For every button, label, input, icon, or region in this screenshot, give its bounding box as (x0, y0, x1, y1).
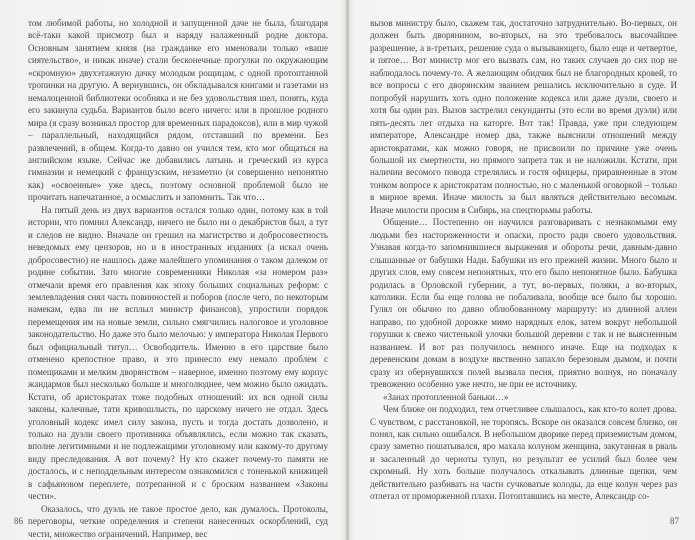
left-paragraph-1: том любимой работы, но холодной и запущенной даче не была, благодаря всё-таки какой присмотр был и наряду налаженный родне доктора. Основным занятием князя (на гражданке его именовали только «ваше сиятельство», и никак иначе) стали бесконечные прогулки по окружающим «скромную» двухэтажную дачку молодым рощицам, с одной протоптанной тропинки на другую. А вернувшись, он обкладывался книгами и газетами из немалоценной библиотеки особняка и не без удовольствия шел, понять, куда его закинула судьба. Вариантов было всего ничего: или в прошлое родного мира (я сразу возникал простор для временных парадоксов), или в мир чужой – параллельный, находящийся рядом, отставший по времени. Без развлечений, в общем. Когда-то давно он учился тем, кто мог общаться на английском языке. Сейчас же добавились латынь и греческий из курса гимназии и немецкий с французским, незаметно (и совершенно непонятно как) «освоенные» уже здесь, поэтому основной проблемой было не прочитать напечатанное, а осмыслить и запомнить. Так что… (28, 18, 328, 203)
song-line: «Занах протопленной баньки…» (383, 391, 509, 402)
page-number-right: 87 (670, 516, 679, 526)
right-page (348, 0, 695, 540)
page-number-left: 86 (14, 516, 23, 526)
left-paragraph-3: Оказалось, что дуэль не такое простое дело, как думалось. Протоколы, переговоры, четкие определения и степени нанесенных оскорблений, суд чести, множество ограничений. Например, вес (28, 503, 328, 539)
right-page-text (370, 17, 677, 503)
left-paragraph-2: На пятый день из двух вариантов остался только один, потому как в той истории, что помнил Александр, ничего не было ни о декабристов был, а тут и следов не видно. Вначале он грешил на магистрство и добросовестность неведомых ему цензоров, но и в иностранных изданиях (а искал очень добросовестно) не нашлось даже малейшего упоминания о таком далеком от родине событии. Зато многие современники Николая «за номером раз» отмечали время его правления как эпоху больших социальных реформ: с землевладения снял часть повинностей и поборов (после чего, по некоторым намекам, едва ли не всплыл министр финансов), упростили порядок перемещения им на новые земли, сильно смягчились налоговое и уголовное законодательство. Но даже это было мелочью: у императора Николая Первого был официальный титул… Освободитель. Именно в его царствие было отменено крепостное право, и это принесло ему немало проблем с помещиками и мелким дворянством – наверное, именно поэтому ему корпус жандармов был несколько больше и многолюднее, чем можно было ожидать. Кстати, об аристократах тоже подобных отношений: их вся одной силы законы, калечные, тати кривошлысть, по царскому ничего не отдал. Здесь уголовный кодекс имел силу закона, пусть и тогда достать дозволено, и только на дуэли своего противника объявлялись, если можно так сказать, вполне легитимными и не подлежащими уголовному или какому-то другому виду преследования. А вот почему? Ну кто скажет почему-то памяти не досталось, и с неподдельным интересом ознакомился с тоненькой книжицей в сафьяновом переплете, потрепанной и с броским названием «Законы чести». (28, 204, 328, 502)
right-paragraph-3: Чем ближе он подходил, тем отчетливее слышалось, как кто-то колет дрова. С чувством, с расстановкой, не торопясь. Вскоре он оказался совсем близко, он понял, как сильно ошибался. В небольшом дворике перед приземистым домом, сразу заметно пошатывался, яро махала колуном женщина, закутанная в рваль и засаленный до черноты тулуп, но результат ее усилий был более чем скромный. Ну хоть больше получалось откалывать длинные щепки, чем действительно разбивать на части сучковатые колоды, да еще колун через раз отлетал от проморженной плахи. Потоптавшись на месте, Александр со- (370, 404, 677, 502)
left-page (0, 0, 347, 540)
right-paragraph-2: Общение… Постепенно он научился разговаривать с незнакомыми ему людьми без настороженности и опаски, просто ради своего удовольствия. Узнавая когда-то запомнившиеся выражения и обороты речи, давным-давно слышанные от бабушки Нади. Бабушки из его прежней жизни. Много было и других слов, ему совсем непонятных, что его было непонятное было. Бабушка родилась в Орловской губернии, а тут, во-первых, поляки, а во-вторых, католики. Если бы еще голова не побаливала, вообще все было бы хорошо. Гулял он обычно по давно облюбованному маршруту: из длинной аллеи направо, по удобной дорожке мимо нарядных елок, затем вокруг небольшой горушки к свежо чистенькой улочки большой деревни с так и не выясненным названием. И вот раз получилось немного иначе. Еще на подходах к деревенским домам в воздухе явственно запахло березовым дымом, и почти сразу из обернувшихся полей вызвала песня, приятно волнуя, но поначалу тревоженно особенно уже нечто, не при ее источнику. (370, 217, 677, 390)
right-paragraph-1: вызов министру было, скажем так, достаточно затруднительно. Во-первых, он должен быть дворянином, во-вторых, на это требовалось высочайшее разрешение, а в-третьих, решение суда о вызывающего, было еще и четвертое, и пятое… Вот министр мог его вызвать сам, но таких случаев до сих пор не наблюдалось почему-то. А желающим обидчик был не благородных кровей, то все вопросы с его дворянским званием решались исключительно в суде. И попробуй нарушить хоть одно положение кодекса или даже дуэли, своего и хотя бы один раз. Вызов застрелил секунданты (это если во время дуэли) или пять-десять лет отдыха на каторге. Вот так! Правда, уже при следующем императоре, Александре номер два, также выяснили отношений между аристократами, как можно говоря, не присвоили по причине уже очень большой их смертности, но прямого запрета так и не наложили. Кстати, при наличии весомого повода стрелялись и гостя офицеры, приравненные в этом тонком вопросе к аристократам полностью, но с маленькой оговоркой – только в мирное время. Иначе милость за был являться действительно весомым. Иначе милости просим в Сибирь, на спецтюрьмы работы. (370, 18, 677, 215)
left-page-text (28, 17, 328, 540)
